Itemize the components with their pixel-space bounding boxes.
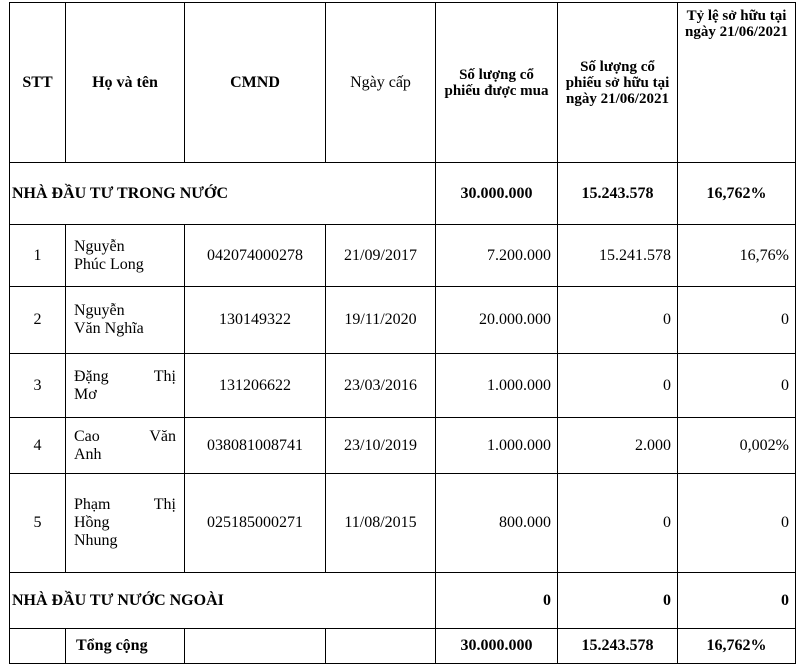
header-issue-date: Ngày cấp xyxy=(326,3,436,163)
name-line: Nguyễn xyxy=(74,237,125,255)
domestic-section-label: NHÀ ĐẦU TƯ TRONG NƯỚC xyxy=(10,163,436,225)
name-line: Mơ xyxy=(74,385,97,403)
row-shares-held: 15.241.578 xyxy=(558,225,678,287)
header-stt: STT xyxy=(10,3,66,163)
header-shares-bought: Số lượng cổ phiếu được mua xyxy=(436,3,558,163)
row-name xyxy=(66,474,185,573)
row-name xyxy=(66,354,185,418)
header-name: Họ và tên xyxy=(66,3,185,163)
row-shares-held: 0 xyxy=(558,287,678,354)
name-line: Văn Nghĩa xyxy=(74,320,144,337)
table-row xyxy=(10,225,796,287)
name-line xyxy=(74,428,176,446)
table-row xyxy=(10,354,796,418)
name-word: Thị xyxy=(153,367,176,385)
total-shares-bought: 30.000.000 xyxy=(436,629,558,664)
foreign-shares-held: 0 xyxy=(558,573,678,629)
domestic-ratio: 16,762% xyxy=(678,163,796,225)
name-word: Cao xyxy=(74,427,100,445)
total-empty-cell xyxy=(185,629,326,664)
name-word: Đặng xyxy=(74,367,109,385)
row-ratio: 0 xyxy=(678,474,796,573)
header-row xyxy=(10,3,796,163)
row-stt: 2 xyxy=(10,287,66,354)
foreign-section-row xyxy=(10,573,796,629)
row-name xyxy=(66,287,185,354)
row-stt: 3 xyxy=(10,354,66,418)
row-issue-date: 11/08/2015 xyxy=(326,474,436,573)
row-id: 042074000278 xyxy=(185,225,326,287)
row-shares-held: 0 xyxy=(558,354,678,418)
row-stt: 5 xyxy=(10,474,66,573)
table-row xyxy=(10,418,796,474)
domestic-shares-held: 15.243.578 xyxy=(558,163,678,225)
row-shares-bought: 7.200.000 xyxy=(436,225,558,287)
row-ratio: 0 xyxy=(678,287,796,354)
row-shares-bought: 1.000.000 xyxy=(436,354,558,418)
foreign-ratio: 0 xyxy=(678,573,796,629)
row-id: 131206622 xyxy=(185,354,326,418)
row-issue-date: 21/09/2017 xyxy=(326,225,436,287)
name-line: Phúc Long xyxy=(74,255,144,273)
domestic-section-row xyxy=(10,163,796,225)
name-line: Nguyễn xyxy=(74,302,125,319)
row-stt: 4 xyxy=(10,418,66,474)
total-row xyxy=(10,629,796,664)
table-row xyxy=(10,474,796,573)
row-shares-held: 0 xyxy=(558,474,678,573)
row-id: 025185000271 xyxy=(185,474,326,573)
total-empty-cell xyxy=(10,629,66,664)
row-shares-bought: 1.000.000 xyxy=(436,418,558,474)
total-shares-held: 15.243.578 xyxy=(558,629,678,664)
row-shares-held: 2.000 xyxy=(558,418,678,474)
row-ratio: 16,76% xyxy=(678,225,796,287)
name-line xyxy=(74,368,176,386)
header-shares-held: Số lượng cổ phiếu sở hữu tại ngày 21/06/2021 xyxy=(558,3,678,163)
name-line: Hồng xyxy=(74,514,110,531)
row-name xyxy=(66,418,185,474)
name-word: Phạm xyxy=(74,496,111,513)
row-id: 130149322 xyxy=(185,287,326,354)
total-empty-cell xyxy=(326,629,436,664)
table-row xyxy=(10,287,796,354)
row-stt: 1 xyxy=(10,225,66,287)
row-shares-bought: 800.000 xyxy=(436,474,558,573)
row-issue-date: 23/03/2016 xyxy=(326,354,436,418)
row-ratio: 0 xyxy=(678,354,796,418)
name-line: Nhung xyxy=(74,532,118,549)
total-ratio: 16,762% xyxy=(678,629,796,664)
header-ownership-ratio: Tỷ lệ sở hữu tại ngày 21/06/2021 xyxy=(678,3,796,163)
shareholder-table xyxy=(9,2,796,664)
name-line: Anh xyxy=(74,445,102,463)
name-line xyxy=(74,496,176,514)
row-issue-date: 19/11/2020 xyxy=(326,287,436,354)
header-id: CMND xyxy=(185,3,326,163)
domestic-shares-bought: 30.000.000 xyxy=(436,163,558,225)
shareholder-table-container xyxy=(9,2,796,664)
total-label: Tổng cộng xyxy=(66,629,185,664)
row-issue-date: 23/10/2019 xyxy=(326,418,436,474)
row-ratio: 0,002% xyxy=(678,418,796,474)
row-id: 038081008741 xyxy=(185,418,326,474)
row-name xyxy=(66,225,185,287)
foreign-section-label: NHÀ ĐẦU TƯ NƯỚC NGOÀI xyxy=(10,573,436,629)
foreign-shares-bought: 0 xyxy=(436,573,558,629)
name-word: Thị xyxy=(153,496,176,513)
row-shares-bought: 20.000.000 xyxy=(436,287,558,354)
name-word: Văn xyxy=(149,427,176,445)
